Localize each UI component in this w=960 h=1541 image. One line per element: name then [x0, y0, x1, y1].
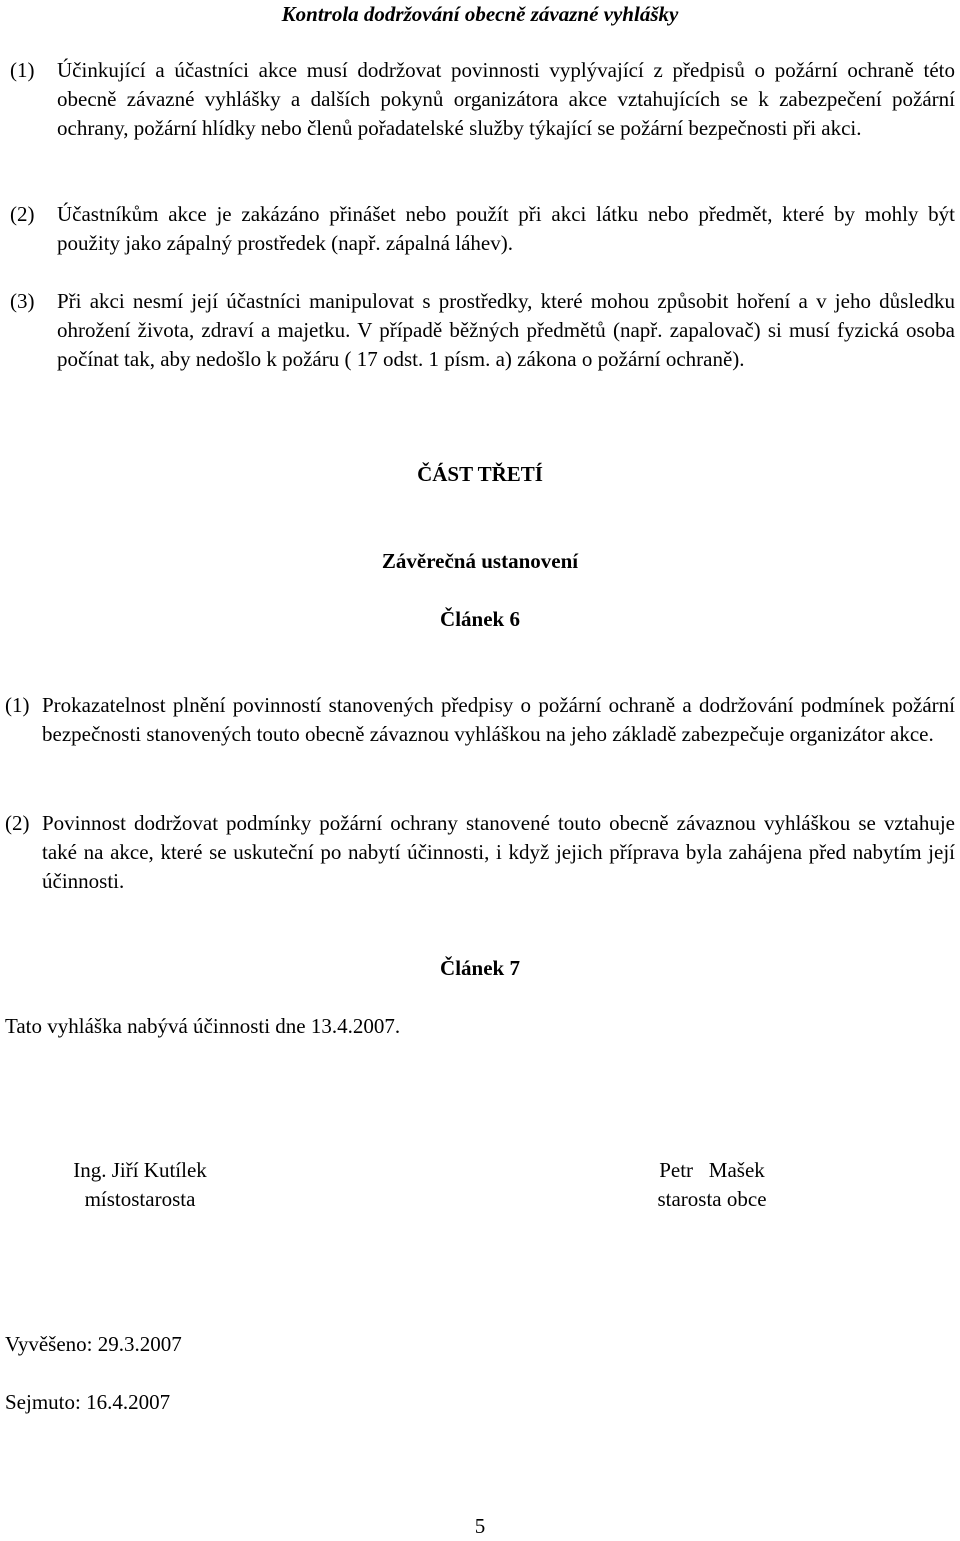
- signatory-role: místostarosta: [84, 1187, 196, 1211]
- paragraph-number: (2): [10, 202, 35, 226]
- page-number: 5: [474, 1514, 486, 1538]
- signature-deputy: [40, 1156, 240, 1214]
- article-6-heading: Článek 6: [440, 607, 520, 631]
- effective-date: Tato vyhláška nabývá účinnosti dne 13.4.2007.: [5, 1014, 401, 1038]
- signatory-role: starosta obce: [657, 1187, 767, 1211]
- posted-date: Vyvěšeno: 29.3.2007: [5, 1332, 182, 1356]
- paragraph-number: (2): [5, 811, 30, 835]
- paragraph-text: Účastníkům akce je zakázáno přinášet nebo použít při akci látku nebo předmět, které by mohly být použity jako zápalný prostředek (např. zápalná láhev).: [57, 202, 955, 255]
- section-title: Kontrola dodržování obecně závazné vyhlášky: [281, 2, 679, 26]
- paragraph-text: Při akci nesmí její účastníci manipulovat s prostředky, které mohou způsobit hoření a v jeho důsledku ohrožení života, zdraví a majetku. V případě běžných předmětů (např. zapalovač) si musí fyzická osoba počínat tak, aby nedošlo k požáru ( 17 odst. 1 písm. a) zákona o požární ochraně).: [57, 289, 955, 371]
- paragraph-number: (3): [10, 289, 35, 313]
- signature-mayor: [612, 1156, 812, 1214]
- signatory-name: Petr Mašek: [659, 1158, 765, 1182]
- part-subheading: Závěrečná ustanovení: [381, 549, 579, 573]
- article-7-heading: Článek 7: [440, 956, 520, 980]
- paragraph-number: (1): [10, 58, 35, 82]
- signatory-name: Ing. Jiří Kutílek: [73, 1158, 207, 1182]
- paragraph-number: (1): [5, 693, 30, 717]
- removed-date: Sejmuto: 16.4.2007: [5, 1390, 171, 1414]
- paragraph-text: Prokazatelnost plnění povinností stanovených předpisy o požární ochraně a dodržování podmínek požární bezpečnosti stanovených touto obecně závaznou vyhláškou na jeho základě zabezpečuje organizátor akce.: [42, 693, 955, 746]
- part-heading: ČÁST TŘETÍ: [417, 462, 543, 486]
- paragraph-text: Účinkující a účastníci akce musí dodržovat povinnosti vyplývající z předpisů o požární ochraně této obecně závazné vyhlášky a dalších pokynů organizátora akce vztahujících se k zabezpečení požární ochrany, požární hlídky nebo členů pořadatelské služby týkající se požární bezpečnosti při akci.: [57, 58, 955, 140]
- paragraph-text: Povinnost dodržovat podmínky požární ochrany stanovené touto obecně závaznou vyhláškou se vztahuje také na akce, které se uskuteční po nabytí účinnosti, i když jejich příprava byla zahájena před nabytím její účinnosti.: [42, 811, 955, 893]
